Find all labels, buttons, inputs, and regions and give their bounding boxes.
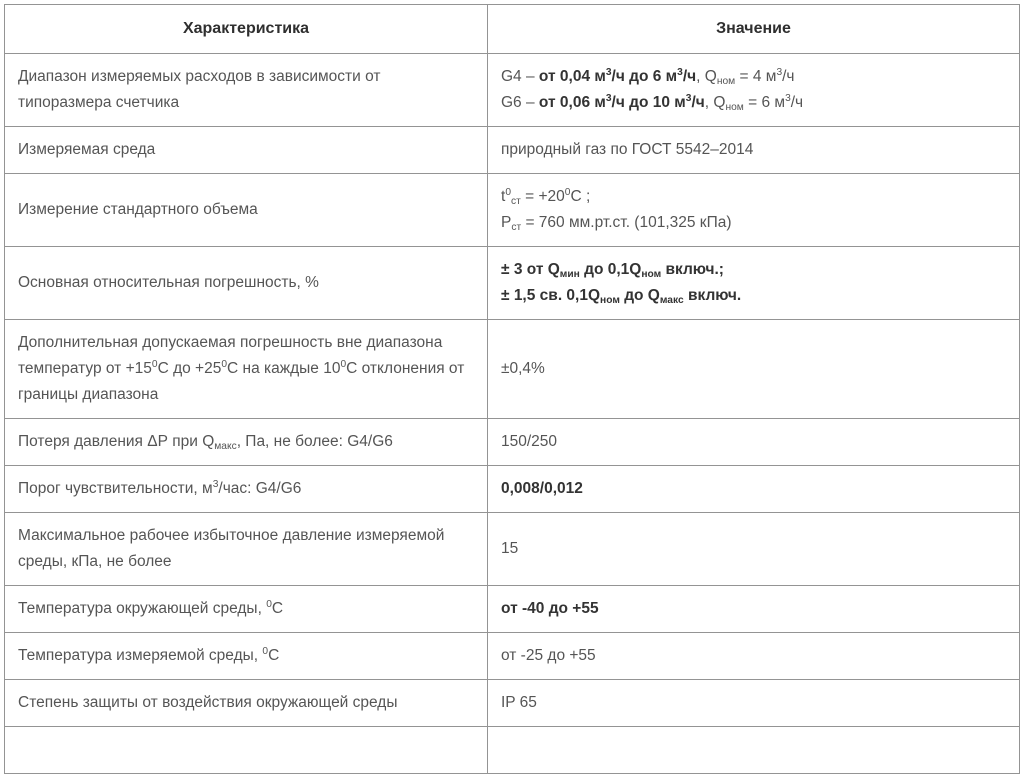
cell-line: 15 (501, 540, 519, 557)
table-row (5, 419, 1020, 466)
characteristic-cell (5, 54, 488, 127)
value-cell (488, 727, 1020, 774)
characteristic-cell (5, 247, 488, 320)
characteristic-cell (5, 174, 488, 247)
cell-line: Температура измеряемой среды, $^0$С (18, 646, 280, 664)
characteristic-cell (5, 513, 488, 586)
value-cell (488, 54, 1020, 127)
table-row (5, 513, 1020, 586)
cell-line: $P_{ст} = 760$ мм.рт.ст. (101,325 кПа) (501, 214, 732, 233)
cell-line: G6 – от 0,06 $м^3/ч$ до 10 $м^3/ч$, $Q_{ном} = 6$ $м^3/ч$ (501, 93, 804, 113)
spec-table-body (5, 54, 1020, 774)
table-row (5, 247, 1020, 320)
table-row (5, 466, 1020, 513)
table-row (5, 586, 1020, 633)
table-row (5, 320, 1020, 419)
column-header-characteristic: Характеристика (5, 5, 488, 54)
cell-line: Измеряемая среда (18, 141, 156, 158)
table-row (5, 127, 1020, 174)
characteristic-cell (5, 320, 488, 419)
characteristic-cell (5, 633, 488, 680)
cell-line: ± 1,5 св. $0,1Q_{ном}$ до $Q_{макс}$ включ. (501, 287, 742, 306)
value-cell (488, 466, 1020, 513)
specs-table (4, 4, 1020, 774)
cell-line: Измерение стандартного объема (18, 201, 258, 218)
value-cell (488, 586, 1020, 633)
characteristic-cell (5, 419, 488, 466)
cell-line: $t^0_{ст} = +20^0С$ ; (501, 187, 591, 207)
cell-line: от -40 до +55 (501, 600, 599, 617)
cell-line: Дополнительная допускаемая погрешность вне диапазона температур от $+15^0С$ до $+25^0С$ на каждые $10^0С$ отклонения от границы диапазона (18, 334, 465, 403)
value-cell (488, 127, 1020, 174)
characteristic-cell (5, 680, 488, 727)
cell-line: IP 65 (501, 694, 537, 711)
cell-line: 0,008/0,012 (501, 480, 583, 497)
cell-line (18, 737, 474, 763)
table-row (5, 174, 1020, 247)
characteristic-cell (5, 727, 488, 774)
cell-line: G4 – от 0,04 $м^3/ч$ до 6 $м^3/ч$, $Q_{ном} = 4$ $м^3/ч$ (501, 67, 795, 87)
table-row (5, 680, 1020, 727)
value-cell (488, 320, 1020, 419)
characteristic-cell (5, 466, 488, 513)
cell-line: от -25 до +55 (501, 647, 596, 664)
value-cell (488, 633, 1020, 680)
value-cell (488, 680, 1020, 727)
header-row (5, 5, 1020, 54)
cell-line: Диапазон измеряемых расходов в зависимости от типоразмера счетчика (18, 68, 381, 111)
cell-line: ±0,4% (501, 360, 545, 377)
table-row (5, 727, 1020, 774)
cell-line (501, 737, 1006, 763)
cell-line: природный газ по ГОСТ 5542–2014 (501, 141, 754, 158)
value-cell (488, 247, 1020, 320)
cell-line: Степень защиты от воздействия окружающей среды (18, 694, 398, 711)
cell-line: Основная относительная погрешность, % (18, 274, 319, 291)
characteristic-cell (5, 586, 488, 633)
table-row (5, 633, 1020, 680)
value-cell (488, 419, 1020, 466)
cell-line: 150/250 (501, 433, 558, 450)
cell-line: Максимальное рабочее избыточное давление измеряемой среды, кПа, не более (18, 527, 445, 570)
cell-line: Температура окружающей среды, $^0$С (18, 599, 284, 617)
cell-line: Порог чувствительности, $м^3$/час: G4/G6 (18, 479, 302, 497)
specs-table-header (5, 5, 1020, 54)
column-header-value: Значение (488, 5, 1020, 54)
characteristic-cell (5, 127, 488, 174)
cell-line: ± 3 от $Q_{мин}$ до $0,1Q_{ном}$ включ.; (501, 261, 724, 280)
table-row (5, 54, 1020, 127)
cell-line: Потеря давления ΔР при $Q_{макс}$, Па, не более: G4/G6 (18, 433, 393, 452)
value-cell (488, 513, 1020, 586)
value-cell (488, 174, 1020, 247)
